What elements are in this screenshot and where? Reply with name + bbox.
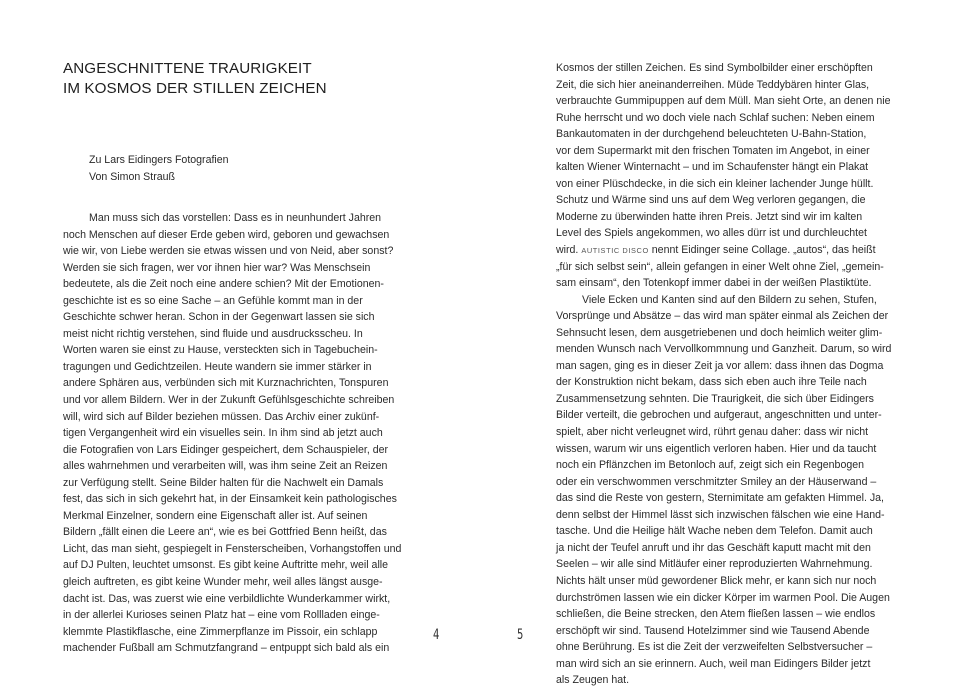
body-line: Bildern „fällt einen die Leere an“, wie es bei Gottfried Benn heißt, das <box>63 526 387 539</box>
body-line: Sehnsucht lesen, dem ausgetriebenen und doch heimlich weiter glim- <box>556 326 883 339</box>
body-line: geschichte ist es so eine Sache – an Gefühle kommt man in der <box>63 294 363 307</box>
title-line: ANGESCHNITTENE TRAURIGKEIT <box>63 60 312 77</box>
left-body-text <box>63 210 403 657</box>
body-line: Moderne zu überwinden hatte ihren Preis. Jetzt sind wir im kalten <box>556 210 863 223</box>
body-line: Viele Ecken und Kanten sind auf den Bildern zu sehen, Stufen, <box>582 293 877 306</box>
right-page <box>478 0 957 687</box>
body-line: kalten Wiener Winternacht – und im Schaufenster hängt ein Plakat <box>556 161 869 174</box>
body-line: gleich auftreten, es gibt keine Wunder mehr, weil alles längst ausge- <box>63 576 383 589</box>
body-line: die Fotografien von Lars Eidinger gespeichert, dem Schauspieler, der <box>63 443 389 456</box>
body-line: spielt, aber nicht verleugnet wird, rührt genau daher: dass wir nicht <box>556 426 869 439</box>
body-line: klemmte Plastikflasche, eine Zimmerpflanze im Pissoir, ein schlapp <box>63 625 378 638</box>
body-line: und vor allem Bildern. Wer in der Zukunft Gefühlsgeschichte schreiben <box>63 394 395 407</box>
body-line: andere Sphären aus, verbünden sich mit Kurznachrichten, Tonspuren <box>63 377 389 390</box>
body-line: sam einsam“, den Totenkopf immer dabei in der weißen Plastiktüte. <box>556 277 872 290</box>
body-line: denn selbst der Himmel lässt sich inzwischen fälschen wie eine Hand- <box>556 508 885 521</box>
body-line: meist nicht richtig verstehen, sind fluide und ausdrucksscheu. In <box>63 327 363 340</box>
body-line: tragungen und Gedichtzeilen. Heute wandern sie immer stärker in <box>63 360 372 373</box>
body-line: Ruhe herrscht und wo doch viele nach Schlaf suchen: Neben einem <box>556 111 875 124</box>
body-line: ohne Berührung. Es ist die Zeit der verzweifelten Selbstversucher – <box>556 641 873 654</box>
collage-title-smallcaps: AUTISTIC DISCO <box>581 246 649 256</box>
body-line: das sind die Reste von gestern, Sternimitate am gefakten Himmel. Ja, <box>556 492 884 505</box>
body-line: Bankautomaten in der durchgehend beleuchteten U-Bahn-Station, <box>556 128 867 141</box>
body-line: von einer Plüschdecke, in die sich ein kleiner lachender Junge hüllt. <box>556 177 874 190</box>
subtitle-photographs: Zu Lars Eidingers Fotografien <box>89 154 229 166</box>
essay-subtitle <box>89 152 229 186</box>
left-page <box>0 0 478 675</box>
body-line: man wird sich an sie erinnern. Auch, weil man Eidingers Bilder jetzt <box>556 657 871 670</box>
body-line: ja nicht der Teufel anruft und ihr das Geschäft kaputt macht mit den <box>556 541 871 554</box>
body-line: tigen Vergangenheit wird ein visuelles sein. In ihm sind ab jetzt auch <box>63 427 383 440</box>
body-line: wie wir, von Liebe werden sie etwas wissen und von Neid, aber sonst? <box>63 245 394 258</box>
body-line: erschöpft wir sind. Tausend Hotelzimmer sind wie Tausend Abende <box>556 624 870 637</box>
body-line: noch Menschen auf dieser Erde geben wird, geboren und gewachsen <box>63 228 390 241</box>
page-number-left: 4 <box>433 627 440 643</box>
right-body-text <box>556 60 916 689</box>
page-number-right: 5 <box>517 627 524 643</box>
body-line: menden Wunsch nach Vervollkommnung und Ganzheit. Darum, so wird <box>556 343 892 356</box>
body-line: in der allerlei Kurioses seinen Platz hat – eine vom Rollladen einge- <box>63 609 380 622</box>
body-line: der Konstruktion nicht bekam, dass sich eben auch ihre Teile nach <box>556 376 867 389</box>
text-segment: wird. <box>556 244 582 257</box>
body-line: vor dem Supermarkt mit den frischen Tomaten im Angebot, in einer <box>556 144 870 157</box>
body-line: „für sich selbst sein“, allein gefangen in einer Welt ohne Ziel, „gemein- <box>556 260 884 273</box>
body-line: machender Fußball am Schmutzfangrand – entpuppt sich bald als ein <box>63 642 390 655</box>
body-line: Schutz und Wärme sind uns auf dem Weg verloren gegangen, die <box>556 194 866 207</box>
body-line: Zeit, die sich hier aneinanderreihen. Müde Teddybären hinter Glas, <box>556 78 870 91</box>
body-line: Geschichte schwer heran. Schon in der Gegenwart lassen sie sich <box>63 311 375 324</box>
body-line: Nichts hält unser müd gewordener Blick mehr, er kann sich nur noch <box>556 574 877 587</box>
essay-title <box>63 59 327 99</box>
body-line: Zusammensetzung sehnten. Die Traurigkeit, die sich über Eidingers <box>556 392 874 405</box>
body-line: Licht, das man sieht, gespiegelt in Fensterscheiben, Vorhangstoffen und <box>63 542 402 555</box>
body-line: dacht ist. Das, was zuerst wie eine verbildlichte Wunderkammer wirkt, <box>63 592 391 605</box>
body-line: fest, das sich in sich gekehrt hat, in der Einsamkeit kein pathologisches <box>63 493 397 506</box>
body-line-collage <box>556 242 916 259</box>
subtitle-author: Von Simon Strauß <box>89 171 175 183</box>
body-line: durchströmen lassen wie ein dicker Körper im warmen Pool. Die Augen <box>556 591 890 604</box>
body-line: als Zeugen hat. <box>556 674 630 687</box>
body-line: man sagen, ging es in dieser Zeit ja vor allem: dass ihnen das Dogma <box>556 359 884 372</box>
body-line: will, wird sich auf Bilder beziehen müssen. Das Archiv einer zukünf- <box>63 410 380 423</box>
body-line: Vorsprünge und Absätze – das wird man später einmal als Zeichen der <box>556 310 889 323</box>
body-line: alles wahrnehmen und verarbeiten will, was ihm seine Zeit an Reizen <box>63 460 388 473</box>
body-line: noch ein Pflänzchen im Betonloch auf, zeigt sich ein Regenbogen <box>556 459 865 472</box>
body-line: Seelen – wir alle sind Mitläufer einer reproduzierten Wahrnehmung. <box>556 558 873 571</box>
body-line: Werden sie sich fragen, wer vor ihnen hier war? Was Menschsein <box>63 261 371 274</box>
body-line: Bilder verteilt, die gebrochen und aufgeraut, angeschnitten und unter- <box>556 409 882 422</box>
body-line: auf DJ Pulten, leuchtet umsonst. Es gibt keine Auftritte mehr, weil alle <box>63 559 389 572</box>
body-line: Kosmos der stillen Zeichen. Es sind Symbolbilder einer erschöpften <box>556 62 873 74</box>
body-line: wissen, warum wir uns eigentlich verloren haben. Hier und da taucht <box>556 442 877 455</box>
body-line: Man muss sich das vorstellen: Dass es in neunhundert Jahren <box>89 212 382 224</box>
body-line: Merkmal Einzelner, sondern eine Eigenschaft aller ist. Auf seinen <box>63 509 368 522</box>
body-line: Level des Spiels angekommen, wo alles dürr ist und durchleuchtet <box>556 227 867 240</box>
title-line: IM KOSMOS DER STILLEN ZEICHEN <box>63 80 327 97</box>
body-line: Worten waren sie einst zu Hause, versteckten sich in Tagebuchein- <box>63 344 378 357</box>
body-line: oder ein verschwommen verschmitzter Smiley an der Häuserwand – <box>556 475 877 488</box>
body-line: zur Verfügung stellt. Seine Bilder halten für die Nachwelt ein Damals <box>63 476 384 489</box>
body-line: tasche. Und die Heilige hält Wache neben dem Telefon. Damit auch <box>556 525 873 538</box>
body-line: verbrauchte Gummipuppen auf dem Müll. Man sieht Orte, an denen nie <box>556 95 891 108</box>
body-line: schließen, die Beine strecken, den Atem fließen lassen – wie endlos <box>556 608 876 621</box>
text-segment: nennt Eidinger seine Collage. „autos“, das heißt <box>648 244 876 257</box>
body-line: bedeutete, als die Zeit noch eine andere schien? Mit der Emotionen- <box>63 278 384 291</box>
